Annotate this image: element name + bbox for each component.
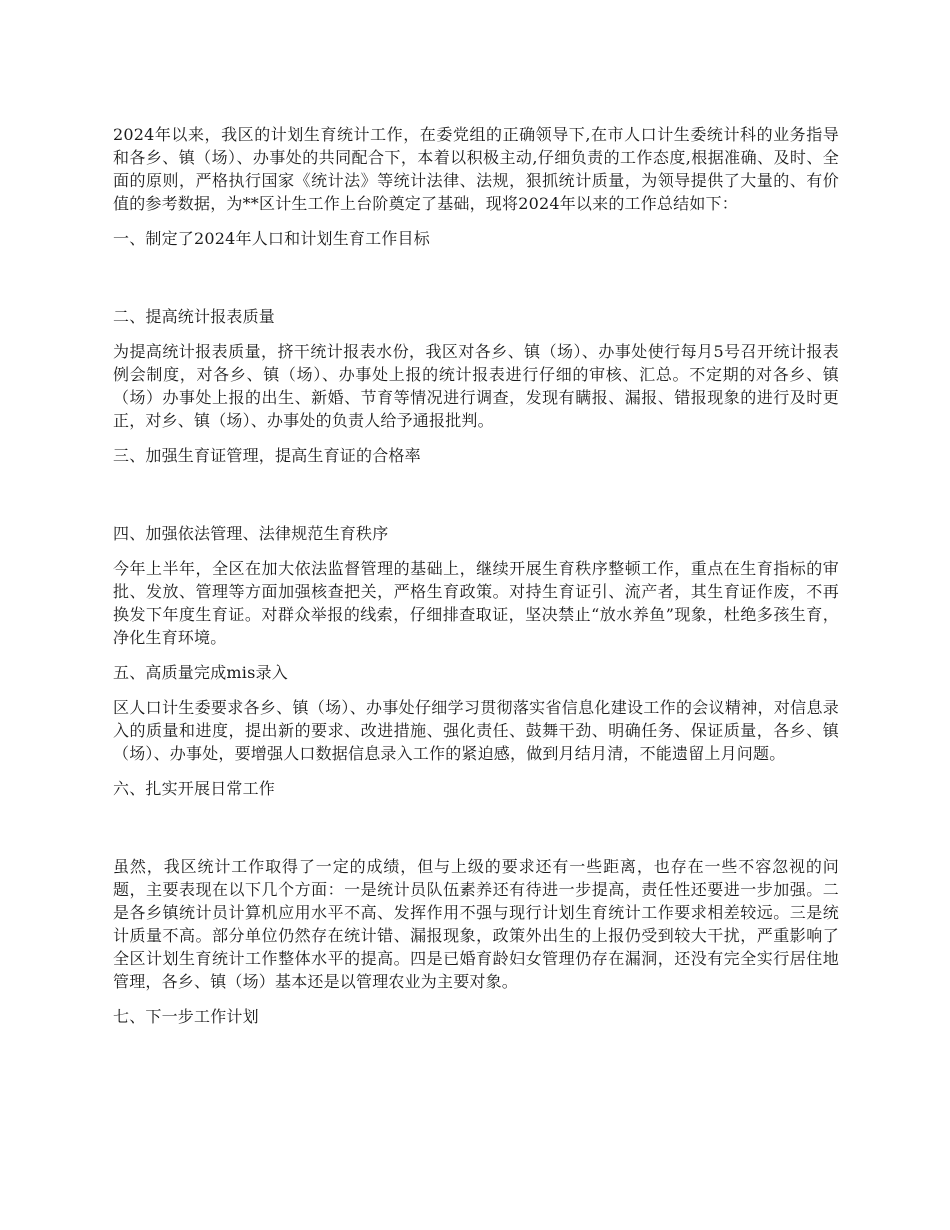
document-page	[113, 123, 839, 1040]
section-heading-6: 六、扎实开展日常工作	[113, 779, 276, 798]
section-2-body: 为提高统计报表质量，挤干统计报表水份，我区对各乡、镇（场）、办事处使行每月5号召开统计报表例会制度，对各乡、镇（场）、办事处上报的统计报表进行仔细的审核、汇总。不定期的对各乡、镇（场）办事处上报的出生、新婚、节育等情况进行调查，发现有瞒报、漏报、错报现象的进行及时更正，对乡、镇（场）、办事处的负责人给予通报批判。	[113, 342, 839, 430]
intro-paragraph: 2024年以来，我区的计划生育统计工作，在委党组的正确领导下,在市人口计生委统计科的业务指导和各乡、镇（场）、办事处的共同配合下，本着以积极主动,仔细负责的工作态度,根据准确、及时、全面的原则，严格执行国家《统计法》等统计法律、法规，狠抓统计质量，为领导提供了大量的、有价值的参考数据，为**区计生工作上台阶奠定了基础，现将2024年以来的工作总结如下：	[113, 125, 839, 213]
section-heading-4: 四、加强依法管理、法律规范生育秩序	[113, 524, 389, 543]
problems-paragraph: 虽然，我区统计工作取得了一定的成绩，但与上级的要求还有一些距离，也存在一些不容忽视的问题，主要表现在以下几个方面：一是统计员队伍素养还有待进一步提高，责任性还要进一步加强。二是各乡镇统计员计算机应用水平不高、发挥作用不强与现行计划生育统计工作要求相差较远。三是统计质量不高。部分单位仍然存在统计错、漏报现象，政策外出生的上报仍受到较大干扰，严重影响了全区计划生育统计工作整体水平的提高。四是已婚育龄妇女管理仍存在漏洞，还没有完全实行居住地管理，各乡、镇（场）基本还是以管理农业为主要对象。	[113, 857, 839, 991]
section-heading-7: 七、下一步工作计划	[113, 1007, 259, 1026]
section-heading-2: 二、提高统计报表质量	[113, 307, 276, 326]
section-5-body: 区人口计生委要求各乡、镇（场）、办事处仔细学习贯彻落实省信息化建设工作的会议精神，对信息录入的质量和进度，提出新的要求、改进措施、强化责任、鼓舞干劲、明确任务、保证质量，各乡、镇（场）、办事处，要增强人口数据信息录入工作的紧迫感，做到月结月清，不能遗留上月问题。	[113, 698, 839, 763]
section-heading-3: 三、加强生育证管理，提高生育证的合格率	[113, 446, 421, 465]
section-heading-1: 一、制定了2024年人口和计划生育工作目标	[113, 229, 430, 248]
section-heading-5: 五、高质量完成mis录入	[113, 663, 288, 682]
section-4-body: 今年上半年，全区在加大依法监督管理的基础上，继续开展生育秩序整顿工作，重点在生育指标的审批、发放、管理等方面加强核查把关，严格生育政策。对持生育证引、流产者，其生育证作废，不再换发下年度生育证。对群众举报的线索，仔细排查取证，坚决禁止“放水养鱼”现象，杜绝多孩生育，净化生育环境。	[113, 559, 839, 647]
